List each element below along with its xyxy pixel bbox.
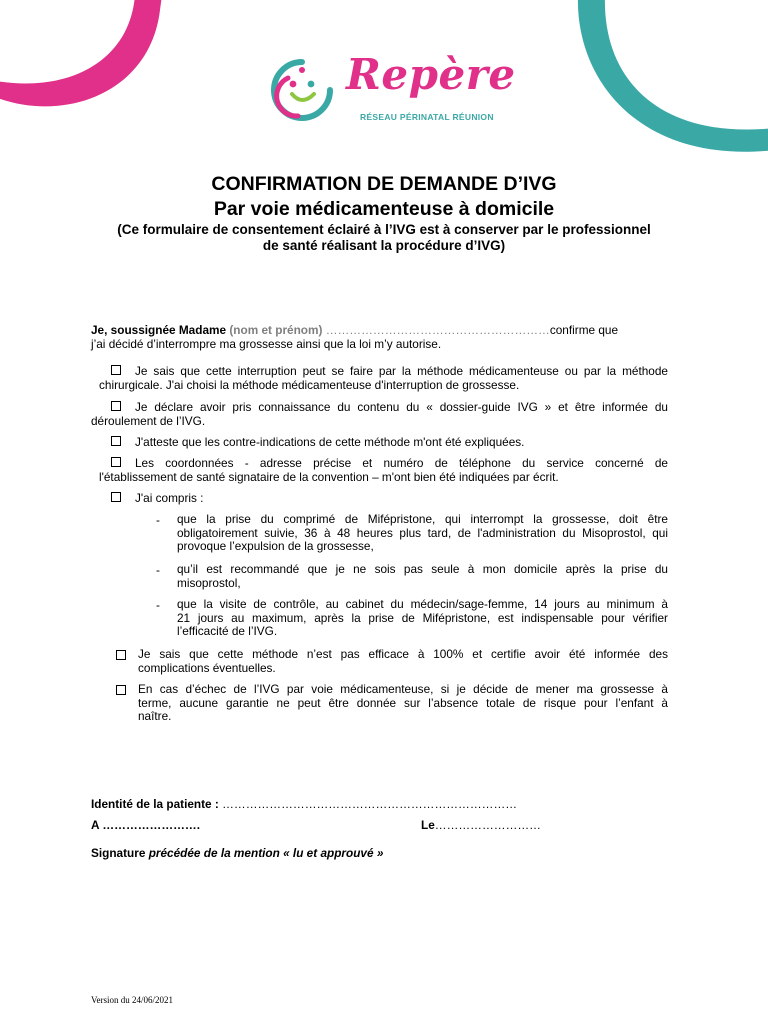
logo-wordmark: Repère [346,50,516,99]
identity-field[interactable]: ………………………………………………………………… [222,797,518,811]
check-1-line-1: Je sais que cette interruption peut se faire par la méthode médicamenteuse ou par la méthode [135,364,668,378]
document-title: CONFIRMATION DE DEMANDE D’IVG [211,173,557,195]
checkbox-6[interactable] [116,650,126,660]
place-field[interactable]: A ……………………. [91,818,201,832]
checkbox-7[interactable] [116,685,126,695]
pink-corner-arc [0,0,200,120]
bullet-dash-1: - [156,513,160,527]
checkbox-3[interactable] [111,436,121,446]
check-3-line-1: J'atteste que les contre-indications de cette méthode m'ont été expliquées. [135,435,525,449]
logo-subtitle: RÉSEAU PÉRINATAL RÉUNION [360,112,494,122]
signature-mention: précédée de la mention « lu et approuvé » [148,846,384,860]
check-item-4 [99,457,668,484]
bullet-3-line-2: 21 jours au maximum, après la prise de Mifépristone, est indispensable pour vérifier [177,610,668,625]
bullet-3-line-3: l’efficacité de l’IVG. [177,624,278,639]
bullet-2-line-1: qu’il est recommandé que je ne sois pas seule à mon domicile après la prise du [177,562,668,576]
check-item-5 [91,492,668,506]
intro-line-2: j’ai décidé d’interrompre ma grossesse ainsi que la loi m’y autorise. [91,337,442,351]
check-item-1 [99,365,668,392]
check-7-line-3: naître. [138,709,172,724]
check-2-line-2: déroulement de l’IVG. [91,413,206,428]
check-item-3 [91,436,668,450]
intro-name-field[interactable]: ………………………………………………… [325,323,550,337]
identity-label: Identité de la patiente : [91,797,219,811]
date-field[interactable]: ……………………… [434,818,541,832]
checkbox-5[interactable] [111,492,121,502]
date-label: Le [421,818,435,832]
check-6-line-1: Je sais que cette méthode n’est pas efficace à 100% et certifie avoir été informée des [138,647,668,661]
bullet-dash-2: - [156,563,160,577]
check-item-7 [138,683,668,724]
check-1-line-2: chirurgicale. J'ai choisi la méthode médicamenteuse d'interruption de grossesse. [99,377,520,392]
checkbox-2[interactable] [111,401,121,411]
intro-confirm: confirme que [549,323,619,337]
bullet-item-1 [177,513,668,554]
check-7-line-2: terme, aucune garantie ne peut être donnée sur l’absence totale de risque pour l’enfant à [138,695,668,710]
bullet-item-2 [177,563,668,590]
check-2-line-1: Je déclare avoir pris connaissance du contenu du « dossier-guide IVG » et être informée du [135,400,668,414]
check-item-6 [138,648,668,675]
check-4-line-1: Les coordonnées - adresse précise et numéro de téléphone du service concerné de [135,456,668,470]
logo [268,50,516,126]
check-5-line-1: J'ai compris : [135,491,204,505]
intro-line-1 [91,323,668,337]
check-item-2 [91,401,668,428]
document-note [0,222,768,254]
place-line [91,818,200,832]
note-line-1: (Ce formulaire de consentement éclairé à l’IVG est à conserver par le professionnel [117,222,651,237]
checkbox-4[interactable] [111,457,121,467]
signature-line [91,846,383,860]
bullet-item-3 [177,598,668,639]
bullet-1-line-3: provoque l’expulsion de la grossesse, [177,539,374,554]
date-line [421,818,541,832]
check-4-line-2: l'établissement de santé signataire de la convention – m'ont bien été indiquées par écrit. [99,469,559,484]
teal-corner-arc [560,0,768,170]
intro-name-hint: (nom et prénom) [229,323,323,337]
bullet-1-line-2: obligatoirement suivie, 36 à 48 heures plus tard, de l'administration du Misoprostol, qui [177,525,668,540]
bullet-1-line-1: que la prise du comprimé de Mifépristone, qui interrompt la grossesse, doit être [177,512,668,526]
note-line-2: de santé réalisant la procédure d’IVG) [262,238,506,253]
check-6-line-2: complications éventuelles. [138,660,276,675]
identity-line [91,797,517,811]
check-7-line-1: En cas d’échec de l’IVG par voie médicamenteuse, si je décide de mener ma grossesse à [138,682,668,696]
bullet-2-line-2: misoprostol, [177,575,241,590]
bullet-3-line-1: que la visite de contrôle, au cabinet du médecin/sage-femme, 14 jours au minimum à [177,597,668,611]
intro-lead: Je, soussignée Madame [91,323,227,337]
version-footer: Version du 24/06/2021 [91,995,173,1005]
checkbox-1[interactable] [111,365,121,375]
bullet-dash-3: - [156,598,160,612]
document-subtitle: Par voie médicamenteuse à domicile [213,198,555,220]
signature-label: Signature [91,846,146,860]
logo-emblem-icon [268,56,336,124]
